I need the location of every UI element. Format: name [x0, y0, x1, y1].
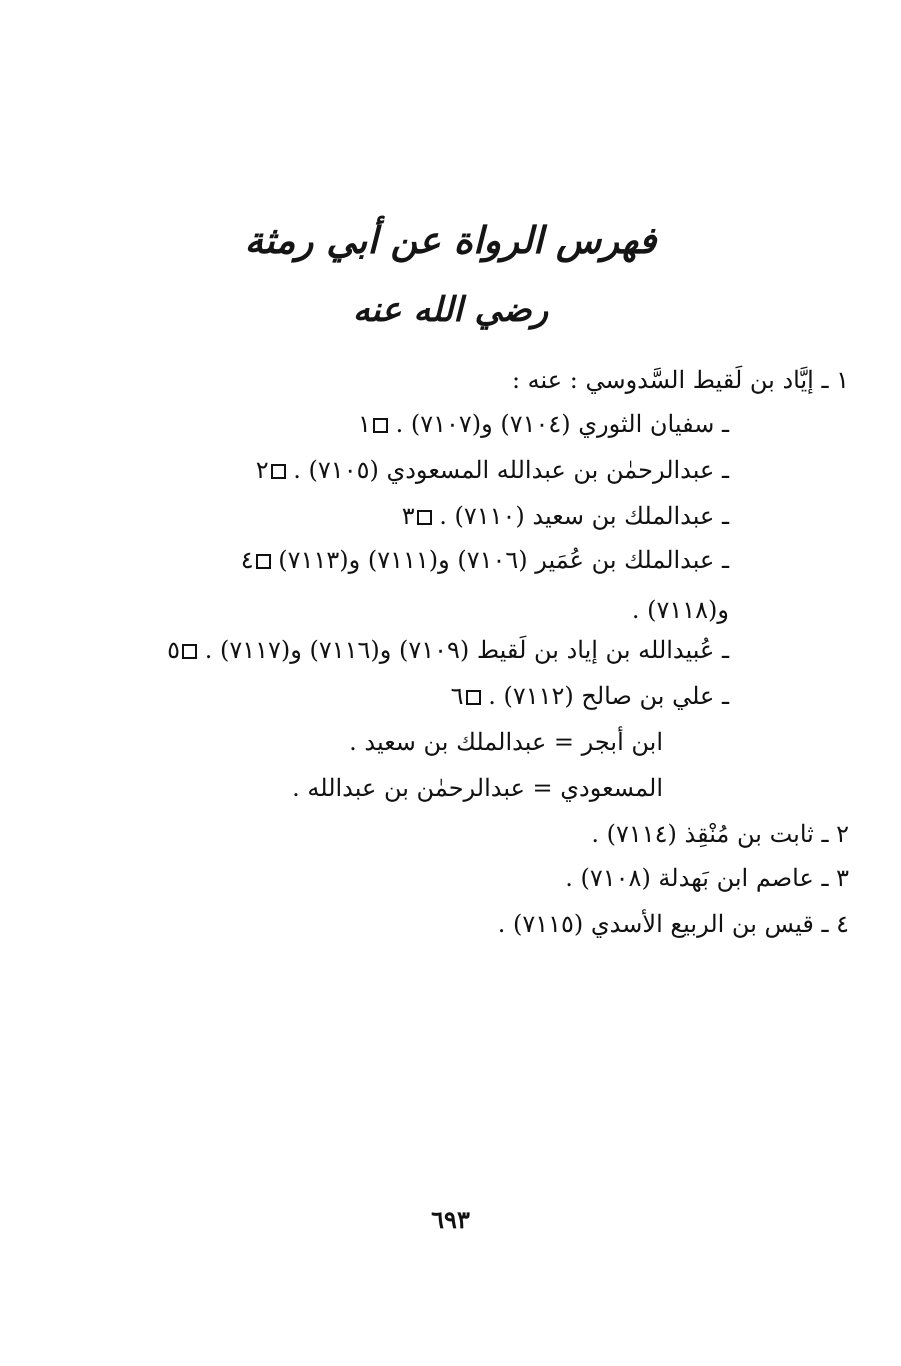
- sub-narrator-5: ٥ ـ عُبيدالله بن إياد بن لَقيط (٧١٠٩) و(٧١١٦) و(٧١١٧) .: [167, 636, 729, 664]
- sub-number: ٢: [255, 456, 269, 484]
- cross-reference-2: المسعودي = عبدالرحمٰن بن عبدالله .: [292, 774, 663, 802]
- narrator-entry-3: ٣ ـ عاصم ابن بَهدلة (٧١٠٨) .: [565, 864, 849, 892]
- sub-number: ٣: [401, 502, 415, 530]
- checkbox-square-icon: [182, 644, 197, 659]
- narrator-entry-2: ٢ ـ ثابت بن مُنْقِذ (٧١١٤) .: [591, 820, 849, 848]
- sub-narrator-4: ٤ ـ عبدالملك بن عُمَير (٧١٠٦) و(٧١١١) و(٧١١٣): [240, 546, 729, 574]
- sub-narrator-4-continued: و(٧١١٨) .: [631, 596, 729, 624]
- sub-number: ٦: [450, 682, 464, 710]
- sub-number: ٥: [167, 636, 181, 664]
- sub-number: ١: [358, 410, 371, 438]
- cross-reference-1: ابن أبجر = عبدالملك بن سعيد .: [349, 728, 663, 756]
- sub-narrator-6: ٦ ـ علي بن صالح (٧١١٢) .: [450, 682, 729, 710]
- sub-narrator-1: ١ ـ سفيان الثوري (٧١٠٤) و(٧١٠٧) .: [358, 410, 729, 438]
- checkbox-square-icon: [373, 418, 388, 433]
- index-title: فهرس الرواة عن أبي رمثة: [244, 218, 657, 262]
- index-subtitle: رضي الله عنه: [352, 290, 549, 330]
- narrator-entry-4: ٤ ـ قيس بن الربيع الأسدي (٧١١٥) .: [497, 910, 849, 938]
- checkbox-square-icon: [417, 510, 432, 525]
- checkbox-square-icon: [271, 464, 286, 479]
- checkbox-square-icon: [466, 690, 481, 705]
- narrator-entry-1: ١ ـ إيَّاد بن لَقيط السَّدوسي : عنه :: [511, 366, 849, 394]
- checkbox-square-icon: [256, 554, 271, 569]
- page-number: ٦٩٣: [431, 1205, 470, 1234]
- sub-number: ٤: [240, 546, 254, 574]
- sub-narrator-3: ٣ ـ عبدالملك بن سعيد (٧١١٠) .: [401, 502, 729, 530]
- sub-narrator-2: ٢ ـ عبدالرحمٰن بن عبدالله المسعودي (٧١٠٥) .: [255, 456, 729, 484]
